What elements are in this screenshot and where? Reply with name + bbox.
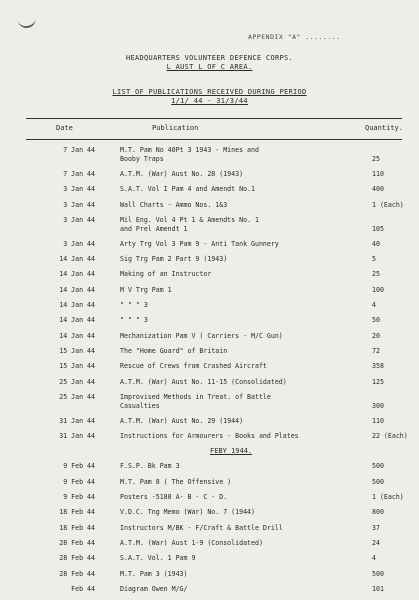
publication-cell: Sig Trg Pam 2 Part 9 (1943) xyxy=(120,255,228,264)
list-period: 1/1/ 44 - 31/3/44 xyxy=(171,97,248,105)
date-cell: 7 Jan 44 xyxy=(63,170,95,178)
month-heading-row xyxy=(0,447,419,462)
table-row xyxy=(0,570,419,585)
publication-cell: A.T.M. (War) Aust 1-9 (Consolidated) xyxy=(120,538,263,547)
table-row xyxy=(0,255,419,270)
table-row xyxy=(0,332,419,347)
publication-cell: Improvised Methods in Treat. of Battle Casualties xyxy=(120,392,271,410)
quantity-cell: 24 xyxy=(372,538,380,547)
list-title: LIST OF PUBLICATIONS RECEIVED DURING PERIOD xyxy=(112,88,307,96)
quantity-cell: 800 xyxy=(372,508,384,517)
table-row xyxy=(0,585,419,600)
table-row xyxy=(0,417,419,432)
quantity-cell: 20 xyxy=(372,331,380,340)
quantity-cell: 4 xyxy=(372,301,376,310)
publication-cell: A.T.M. (War) Aust No. 11-15 (Consolidated) xyxy=(120,377,287,386)
table-row xyxy=(0,393,419,417)
date-cell: 31 Jan 44 xyxy=(59,416,95,425)
date-cell: 3 Jan 44 xyxy=(63,200,95,209)
publication-cell: Instructors M/BK - F/Craft & Battle Drill xyxy=(120,523,283,532)
table-row xyxy=(0,170,419,185)
divider-header xyxy=(26,139,402,140)
table-row xyxy=(0,524,419,539)
quantity-cell: 358 xyxy=(372,362,384,371)
date-cell: 14 Jan 44 xyxy=(59,316,95,325)
appendix-label: APPENDIX "A" ........ xyxy=(248,33,341,41)
date-cell: 9 Feb 44 xyxy=(63,462,95,471)
publication-cell: The "Home Guard" of Britain xyxy=(120,346,228,355)
quantity-cell: 110 xyxy=(372,170,384,178)
date-cell: 15 Jan 44 xyxy=(59,362,95,371)
table-row xyxy=(0,146,419,170)
date-cell: 9 Feb 44 xyxy=(63,477,95,486)
table-row xyxy=(0,362,419,377)
quantity-cell: 72 xyxy=(372,346,380,355)
quantity-cell: 1 (Each) xyxy=(372,493,404,502)
quantity-cell: 22 (Each) xyxy=(372,432,408,441)
column-header-quantity: Quantity. xyxy=(365,124,403,132)
table-row xyxy=(0,508,419,523)
table-row xyxy=(0,185,419,200)
pen-mark xyxy=(17,15,36,29)
table-row xyxy=(0,316,419,331)
date-cell: 7 Jan 44 xyxy=(63,146,95,154)
column-header-date: Date xyxy=(56,124,73,132)
table-row xyxy=(0,240,419,255)
publication-cell: M.T. Pam No 40Pt 3 1943 - Mines and Booby Traps xyxy=(120,146,259,163)
publication-cell: S.A.T. Vol. 1 Pam 9 xyxy=(120,554,196,563)
divider-top xyxy=(26,118,402,119)
publication-cell: " " " 3 xyxy=(120,316,148,325)
date-cell: 15 Jan 44 xyxy=(59,346,95,355)
quantity-cell: 500 xyxy=(372,462,384,471)
table-row xyxy=(0,201,419,216)
table-row xyxy=(0,216,419,240)
date-cell: 25 Jan 44 xyxy=(59,377,95,386)
table-row xyxy=(0,462,419,477)
table-row xyxy=(0,301,419,316)
date-cell: 3 Jan 44 xyxy=(63,239,95,248)
date-cell: 14 Jan 44 xyxy=(59,270,95,279)
publication-cell: Making of an Instructor xyxy=(120,270,212,279)
quantity-cell: 105 xyxy=(372,224,384,233)
date-cell: 25 Jan 44 xyxy=(59,392,95,401)
quantity-cell: 25 xyxy=(372,155,380,163)
date-cell: 28 Feb 44 xyxy=(59,569,95,578)
table-row xyxy=(0,493,419,508)
publication-cell: Mechanization Pam V ( Carriers - M/C Gun) xyxy=(120,331,283,340)
table-row xyxy=(0,270,419,285)
publication-cell: Posters -5188 A- B - C - D. xyxy=(120,493,228,502)
publication-cell: " " " 3 xyxy=(120,301,148,310)
quantity-cell: 101 xyxy=(372,584,384,593)
date-cell: 14 Jan 44 xyxy=(59,285,95,294)
quantity-cell: 500 xyxy=(372,477,384,486)
quantity-cell: 300 xyxy=(372,401,384,410)
hq-subtitle: L AUST L OF C AREA. xyxy=(166,63,253,71)
date-cell: Feb 44 xyxy=(71,584,95,593)
quantity-cell: 5 xyxy=(372,255,376,264)
table-row xyxy=(0,539,419,554)
date-cell: 18 Feb 44 xyxy=(59,523,95,532)
publication-cell: Arty Trg Vol 3 Pam 9 - Anti Tank Gunnery xyxy=(120,239,279,248)
quantity-cell: 4 xyxy=(372,554,376,563)
table-row xyxy=(0,478,419,493)
quantity-cell: 50 xyxy=(372,316,380,325)
quantity-cell: 37 xyxy=(372,523,380,532)
publication-cell: A.T.M. (War) Aust No. 29 (1944) xyxy=(120,416,244,425)
column-header-publication: Publication xyxy=(152,124,199,132)
date-cell: 31 Jan 44 xyxy=(59,432,95,441)
date-cell: 28 Feb 44 xyxy=(59,554,95,563)
quantity-cell: 110 xyxy=(372,416,384,425)
month-heading: FEBY 1944. xyxy=(210,447,253,456)
publication-cell: A.T.M. (War) Aust No. 28 (1943) xyxy=(120,170,244,178)
date-cell: 28 Feb 44 xyxy=(59,538,95,547)
table-row xyxy=(0,347,419,362)
publication-cell: M V Trg Pam 1 xyxy=(120,285,172,294)
publication-cell: Mil Eng. Vol 4 Pt 1 & Amendts No. 1 and Prel Amendt 1 xyxy=(120,215,259,233)
publication-cell: M.T. Pam 8 ( The Offensive ) xyxy=(120,477,232,486)
quantity-cell: 400 xyxy=(372,185,384,194)
publication-cell: V.D.C. Tng Memo (War) No. 7 (1944) xyxy=(120,508,255,517)
date-cell: 14 Jan 44 xyxy=(59,331,95,340)
publication-cell: Wall Charts - Ammo Nos. 1&3 xyxy=(120,200,228,209)
table-row xyxy=(0,432,419,447)
date-cell: 9 Feb 44 xyxy=(63,493,95,502)
date-cell: 14 Jan 44 xyxy=(59,255,95,264)
publication-table xyxy=(0,146,419,600)
date-cell: 14 Jan 44 xyxy=(59,301,95,310)
table-row xyxy=(0,286,419,301)
hq-title: HEADQUARTERS VOLUNTEER DEFENCE CORPS. xyxy=(125,54,294,62)
publication-cell: S.A.T. Vol I Pam 4 and Amendt No.1 xyxy=(120,185,255,194)
table-row xyxy=(0,378,419,393)
publication-cell: M.T. Pam 3 (1943) xyxy=(120,569,188,578)
table-row xyxy=(0,554,419,569)
quantity-cell: 25 xyxy=(372,270,380,279)
quantity-cell: 125 xyxy=(372,377,384,386)
date-cell: 3 Jan 44 xyxy=(63,185,95,194)
quantity-cell: 500 xyxy=(372,569,384,578)
date-cell: 18 Feb 44 xyxy=(59,508,95,517)
date-cell: 3 Jan 44 xyxy=(63,215,95,224)
quantity-cell: 40 xyxy=(372,239,380,248)
publication-cell: F.S.P. Bk Pam 3 xyxy=(120,462,180,471)
publication-cell: Instructions for Armourers - Books and Plates xyxy=(120,432,299,441)
quantity-cell: 1 (Each) xyxy=(372,200,404,209)
quantity-cell: 100 xyxy=(372,285,384,294)
publication-cell: Rescue of Crews from Crashed Aircraft xyxy=(120,362,267,371)
publication-cell: Diagram Owen M/G/ xyxy=(120,584,188,593)
